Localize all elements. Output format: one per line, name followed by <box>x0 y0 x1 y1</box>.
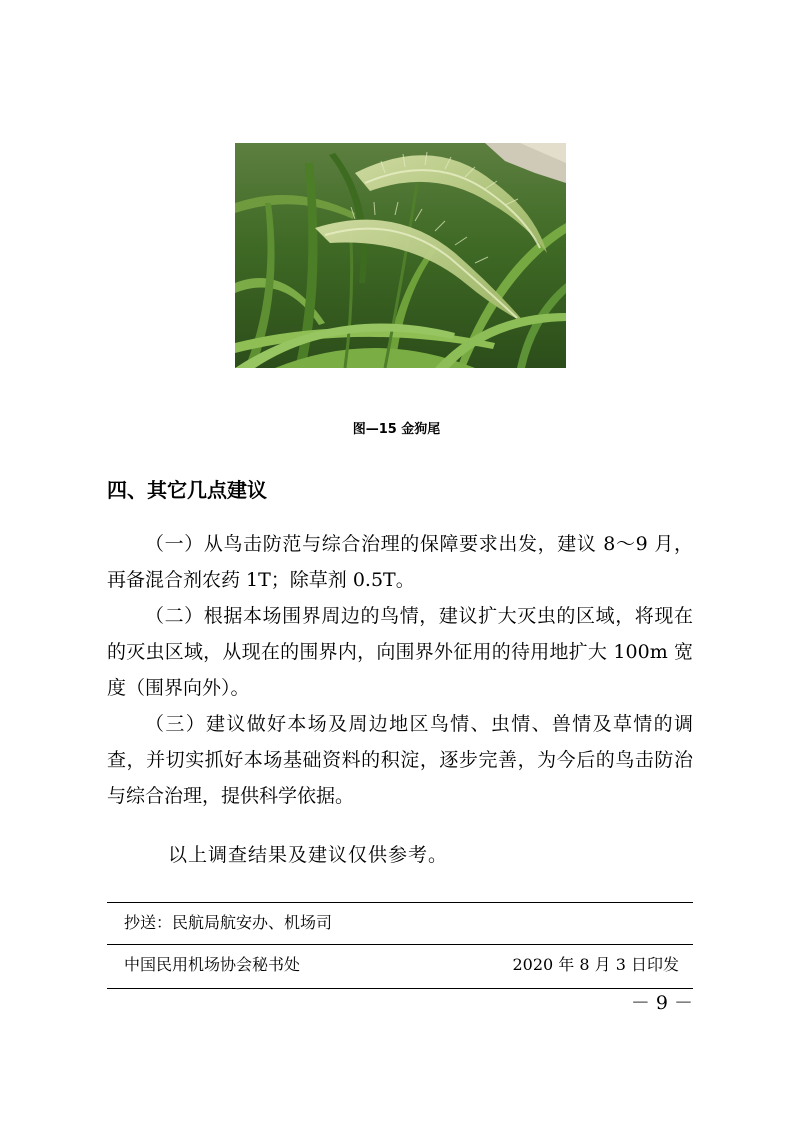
section-heading: 四、其它几点建议 <box>107 478 267 502</box>
issuer: 中国民用机场协会秘书处 <box>124 955 301 974</box>
closing-remark: 以上调查结果及建议仅供参考。 <box>168 844 449 866</box>
footer-rule-middle <box>107 944 693 945</box>
page-number: － 9 － <box>630 992 693 1014</box>
paragraph-3: （三）建议做好本场及周边地区鸟情、虫情、兽情及草情的调查，并切实抓好本场基础资料的积淀，逐步完善，为今后的鸟击防治与综合治理，提供科学依据。 <box>107 713 693 807</box>
issue-date: 2020 年 8 月 3 日印发 <box>512 955 679 974</box>
paragraph-1: （一）从鸟击防范与综合治理的保障要求出发，建议 8～9 月，再备混合剂农药 1T；除草剂 0.5T。 <box>107 533 693 591</box>
paragraph-2: （二）根据本场围界周边的鸟情，建议扩大灭虫的区域，将现在的灭虫区域，从现在的围界内，向围界外征用的待用地扩大 100m 宽度（围界向外）。 <box>107 605 693 699</box>
footer-rule-top <box>107 902 693 903</box>
foxtail-grass-photo <box>235 143 566 368</box>
cc-line: 抄送：民航局航安办、机场司 <box>124 913 333 932</box>
figure-caption: 图—15 金狗尾 <box>352 422 441 437</box>
footer-rule-bottom <box>107 988 693 989</box>
